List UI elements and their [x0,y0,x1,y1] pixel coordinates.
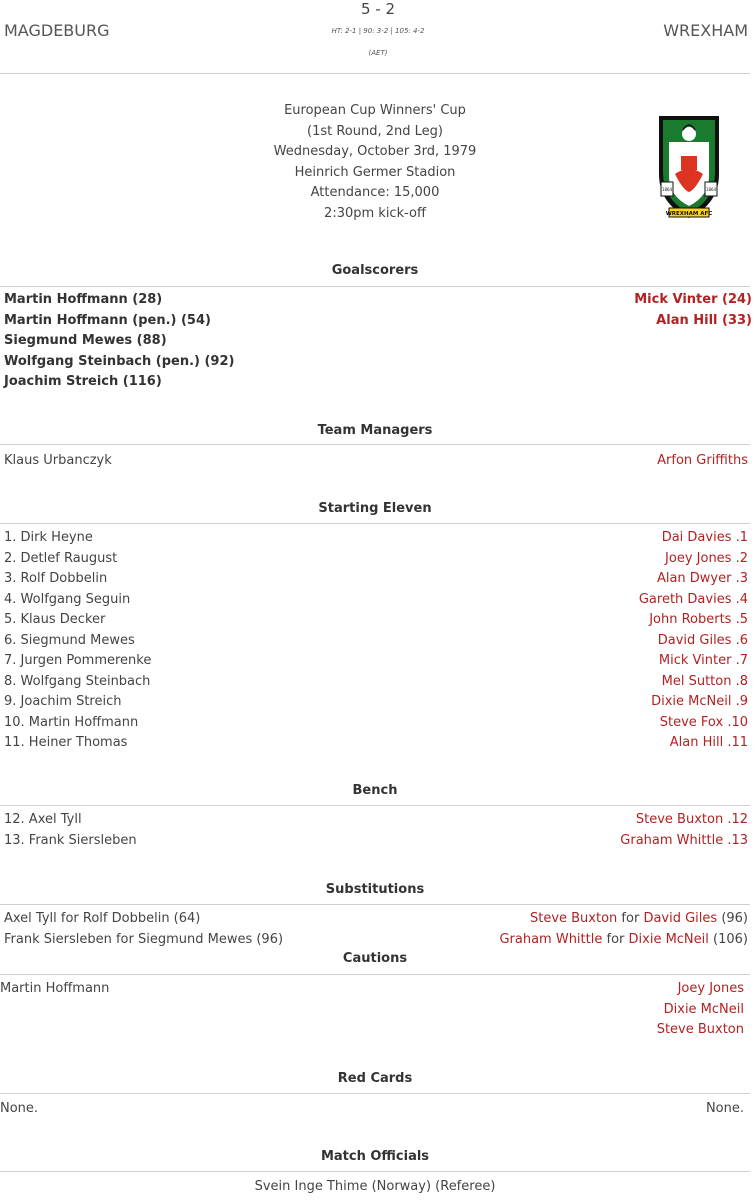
sub-player-on[interactable]: Graham Whittle [499,931,603,947]
match-info [0,101,750,224]
away-goalscorers [634,290,752,331]
home-player: 10. Martin Hoffmann [4,714,139,730]
away-cautions [657,979,744,1041]
away-player[interactable]: Alan Hill .11 [669,735,748,750]
section-substitutions: Substitutions [325,882,425,897]
away-player[interactable]: David Giles .6 [657,632,748,648]
home-player: 3. Rolf Dobbelin [4,571,108,586]
section-bench: Bench [352,783,398,798]
home-starting-eleven [4,528,151,754]
section-cautions: Cautions [342,951,408,966]
home-player: 6. Siegmund Mewes [4,632,135,648]
bench-divider [0,805,750,806]
away-team-name: WREXHAM [663,21,748,40]
away-player[interactable]: John Roberts .5 [649,612,748,627]
sub-player-off[interactable]: David Giles [643,911,718,926]
red-cards-divider [0,1093,750,1094]
header-divider [0,73,750,74]
home-cautions [0,979,109,1000]
managers-divider [0,444,750,445]
section-starting-eleven: Starting Eleven [318,501,432,516]
home-substitution: Frank Siersleben for Siegmund Mewes (96) [4,931,284,947]
kickoff-time: 2:30pm kick-off [324,205,426,221]
wrexham-crest-logo [655,112,723,220]
home-player: 4. Wolfgang Seguin [4,591,131,607]
home-substitution: Axel Tyll for Rolf Dobbelin (64) [4,911,201,926]
section-match-officials: Match Officials [320,1149,430,1164]
away-player[interactable]: Dixie McNeil .9 [651,694,748,709]
home-bench [4,810,137,851]
home-goal: Joachim Streich (116) [4,374,162,389]
sub-player-off[interactable]: Dixie McNeil [628,931,709,947]
away-caution[interactable]: Dixie McNeil [663,1001,744,1017]
aet-note: (AET) [368,49,388,57]
away-player[interactable]: Mel Sutton .8 [661,673,748,689]
section-managers: Team Managers [317,423,433,438]
away-starting-eleven [639,528,748,754]
final-score: 5 - 2 [360,0,396,18]
starting-divider [0,523,750,524]
away-player[interactable]: Alan Dwyer .3 [656,571,748,586]
round: (1st Round, 2nd Leg) [307,123,443,139]
home-red-cards: None. [0,1101,39,1116]
home-goalscorers [4,290,234,393]
sub-minute: (96) [721,911,748,926]
home-sub-player: 13. Frank Siersleben [4,832,137,848]
attendance: Attendance: 15,000 [310,185,440,200]
home-player: 9. Joachim Streich [4,694,122,709]
away-player[interactable]: Gareth Davies .4 [638,591,748,607]
away-caution[interactable]: Steve Buxton [656,1022,744,1037]
goalscorers-divider [0,286,750,287]
away-player[interactable]: Dai Davies .1 [661,530,748,545]
home-player: 1. Dirk Heyne [4,530,93,545]
crest-year-left: 1864 [661,187,673,192]
crest-year-right: 1864 [705,187,717,192]
away-caution[interactable]: Joey Jones [677,981,744,996]
home-goal: Siegmund Mewes (88) [4,333,167,348]
home-player: 11. Heiner Thomas [4,735,128,750]
cautions-divider [0,974,750,975]
away-goal[interactable]: Mick Vinter (24) [634,292,752,307]
home-caution: Martin Hoffmann [0,981,110,996]
away-substitution [499,930,748,951]
substitutions-divider [0,904,750,905]
away-red-cards: None. [705,1101,744,1116]
home-goal: Wolfgang Steinbach (pen.) (92) [4,353,235,369]
home-substitutions [4,909,283,950]
away-bench [620,810,748,851]
home-goal: Martin Hoffmann (pen.) (54) [4,312,211,328]
away-player[interactable]: Joey Jones .2 [665,550,748,566]
sub-player-on[interactable]: Steve Buxton [529,911,618,926]
away-player[interactable]: Steve Fox .10 [659,714,748,730]
sub-for-word: for [606,931,625,947]
sub-minute: (106) [713,931,748,947]
home-sub-player: 12. Axel Tyll [4,812,82,827]
stadium: Heinrich Germer Stadion [294,164,456,180]
home-manager: Klaus Urbanczyk [4,453,112,468]
home-player: 8. Wolfgang Steinbach [4,673,151,689]
home-player: 2. Detlef Raugust [4,550,118,566]
match-date: Wednesday, October 3rd, 1979 [273,144,477,159]
section-goalscorers: Goalscorers [331,263,419,278]
home-goal: Martin Hoffmann (28) [4,292,163,307]
away-substitutions [499,909,748,950]
officials-divider [0,1171,750,1172]
away-manager[interactable]: Arfon Griffiths [657,453,748,468]
home-player: 5. Klaus Decker [4,612,106,627]
competition: European Cup Winners' Cup [284,103,466,118]
away-sub-player[interactable]: Steve Buxton .12 [635,812,748,827]
crest-label: WREXHAM AFC [665,211,713,217]
away-goal[interactable]: Alan Hill (33) [656,312,752,328]
away-player[interactable]: Mick Vinter .7 [658,653,748,668]
sub-for-word: for [621,911,640,926]
home-team-name: MAGDEBURG [4,21,110,40]
away-sub-player[interactable]: Graham Whittle .13 [620,832,748,848]
home-player: 7. Jurgen Pommerenke [4,653,152,668]
away-substitution [499,909,748,930]
section-red-cards: Red Cards [337,1071,413,1086]
score-breakdown: HT: 2-1 | 90: 3-2 | 105: 4-2 [331,27,425,35]
referee: Svein Inge Thime (Norway) (Referee) [254,1179,496,1194]
